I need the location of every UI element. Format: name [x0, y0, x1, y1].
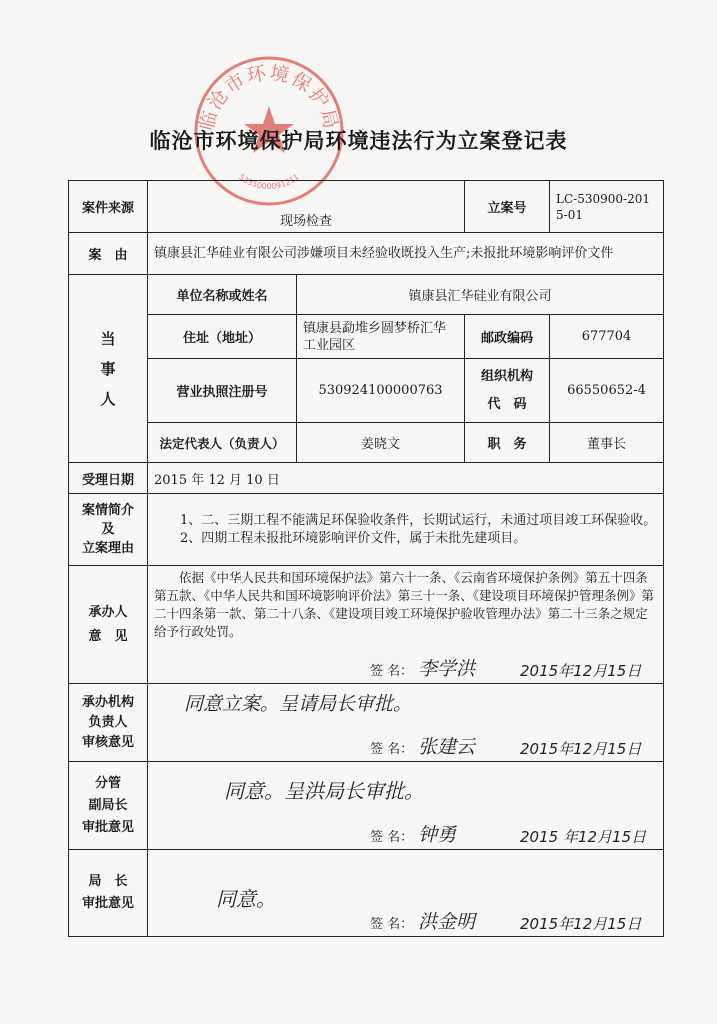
handler-signature: 李学洪: [418, 658, 476, 680]
director-label-line2: 审批意见: [81, 896, 134, 911]
handler-opinion: [148, 566, 664, 684]
org-code-label-line1: 组织机构: [481, 368, 534, 384]
accept-date-label: 受理日期: [69, 463, 148, 494]
case-source-label: 案件来源: [69, 181, 148, 233]
director-label-line1: 局 长: [88, 874, 128, 889]
unit-name-value: 镇康县汇华硅业有限公司: [297, 275, 664, 315]
summary-label-line1: 案情简介: [81, 503, 134, 518]
org-review-label: [69, 684, 148, 762]
postcode-value: 677704: [550, 315, 664, 359]
legal-rep-label: 法定代表人（负责人）: [148, 423, 297, 463]
address-value: 镇康县勐堆乡圆梦桥汇华工业园区: [297, 315, 465, 359]
org-review-sig-label: 签 名：: [370, 742, 414, 757]
accept-date-value: 2015 年 12 月 10 日: [148, 463, 664, 494]
director-label: [69, 850, 148, 937]
handler-label: [69, 566, 148, 684]
handler-label-line2: 意 见: [88, 628, 128, 644]
summary-label-line3: 立案理由: [81, 541, 134, 556]
deputy-signature: 钟勇: [418, 824, 457, 846]
page-title: 临沧市环境保护局环境违法行为立案登记表: [149, 129, 568, 153]
case-no-label: 立案号: [465, 181, 550, 233]
director-sig-label: 签 名：: [370, 917, 414, 932]
deputy-label-line1: 分管: [94, 775, 121, 791]
summary-point-2: 2、四期工程未报批环境影响评价文件，属于未批先建项目。: [180, 530, 527, 546]
handler-sig-label: 签 名：: [370, 664, 414, 679]
director-opinion: [148, 850, 664, 937]
org-code-label: [465, 359, 550, 423]
party-label: [69, 275, 148, 463]
director-text: 同意。: [216, 887, 276, 911]
legal-rep-value: 姜晓文: [297, 423, 465, 463]
registration-form: [68, 180, 664, 937]
unit-name-label: 单位名称或姓名: [148, 275, 297, 315]
position-label: 职 务: [465, 423, 550, 463]
org-review-text: 同意立案。呈请局长审批。: [184, 693, 413, 715]
org-review-label-line3: 审核意见: [81, 734, 134, 750]
cause-value: 镇康县汇华硅业有限公司涉嫌项目未经验收既投入生产;未报批环境影响评价文件: [148, 233, 664, 275]
position-value: 董事长: [550, 423, 664, 463]
party-label-text: 当事人: [100, 329, 116, 408]
org-review-opinion: [148, 684, 664, 762]
deputy-label: [69, 762, 148, 850]
case-source-value: 现场检查: [148, 181, 465, 233]
deputy-label-line2: 副局长: [88, 797, 128, 813]
org-review-signature: 张建云: [418, 736, 476, 758]
deputy-opinion: [148, 762, 664, 850]
director-signature: 洪金明: [418, 911, 476, 933]
org-review-label-line2: 负责人: [88, 714, 128, 730]
seal-text: 临沧市环境保护局: [195, 61, 343, 133]
director-sig-date: 2015年12月15日: [520, 915, 642, 933]
org-review-label-line1: 承办机构: [81, 694, 134, 710]
handler-text: 依据《中华人民共和国环境保护法》第六十一条、《云南省环境保护条例》第五十四条第五款、《中华人民共和国环境影响评价法》第三十一条、《建设项目环境保护管理条例》第二十四条第一款、第二十八条、《建设项目竣工环境保护验收管理办法》第二十三条之规定给予行政处罚。: [154, 570, 655, 639]
deputy-text: 同意。呈洪局长审批。: [224, 779, 424, 803]
cause-label: 案 由: [69, 233, 148, 275]
org-code-value: 66550652-4: [550, 359, 664, 423]
summary-content: [148, 494, 664, 566]
deputy-label-line3: 审批意见: [81, 819, 134, 835]
license-value: 530924100000763: [297, 359, 465, 423]
postcode-label: 邮政编码: [465, 315, 550, 359]
handler-label-line1: 承办人: [88, 604, 128, 620]
deputy-sig-date: 2015 年12月15日: [520, 828, 647, 846]
summary-label-line2: 及: [101, 522, 115, 537]
org-code-label-line2: 代 码: [487, 396, 527, 412]
license-label: 营业执照注册号: [148, 359, 297, 423]
deputy-sig-label: 签 名：: [370, 830, 414, 845]
seal-code: 5335000091211: [237, 172, 301, 192]
summary-label: [69, 494, 148, 566]
summary-point-1: 1、二、三期工程不能满足环保验收条件，长期试运行，未通过项目竣工环保验收。: [180, 512, 657, 528]
handler-sig-date: 2015年12月15日: [520, 662, 642, 680]
case-no-value: LC-530900-2015-01: [550, 181, 664, 233]
org-review-sig-date: 2015年12月15日: [520, 740, 642, 758]
address-label: 住址（地址）: [148, 315, 297, 359]
